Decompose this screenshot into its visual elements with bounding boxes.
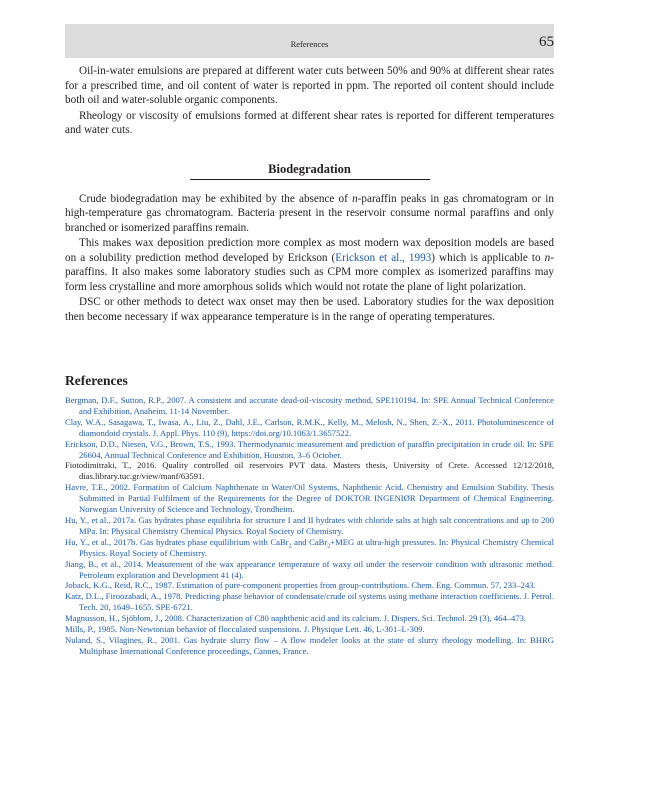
italic-n: n: [352, 192, 358, 205]
subscript: 2: [288, 543, 292, 550]
text-run: -paraffins. It also makes some laboratory studies such as CPM more complex as isomerized paraffins may form less crystalline and more amorphous solids which would not rotate the plane of light polarization.: [65, 251, 554, 293]
paragraph-biodegradation-1: [65, 192, 554, 236]
reference-item[interactable]: Havre, T.E., 2002. Formation of Calcium Naphthenate in Water/Oil Systems, Naphthenic Acid. Chemistry and Emulsion Stability. Thesis Submitted in Partial Fulfilment of the Requirements for the Degree of DOKTOR INGENIØR Department of Chemical Engineering. Norwegian University of Science and Technology, Trondheim.: [65, 482, 554, 515]
text-run: This makes wax deposition prediction more complex as most modern wax deposition models are based on a solubility prediction method developed by Erickson (: [65, 237, 554, 264]
text-run: and CaBr: [291, 536, 328, 547]
reference-item[interactable]: Jiang, B., et al., 2014. Measurement of the wax appearance temperature of waxy oil under the reservoir condition with ultrasonic method. Petroleum exploration and Development 41 (4).: [65, 558, 554, 580]
italic-n: n: [544, 251, 551, 264]
reference-item[interactable]: [65, 537, 554, 559]
reference-item[interactable]: Magnusson, H., Sjöblom, J., 2008. Characterization of C80 naphthenic acid and its calcium. J. Dispers. Sci. Technol. 29 (3), 464–473.: [65, 613, 527, 624]
page-header: [65, 24, 554, 58]
reference-item[interactable]: Clay, W.A., Sasagawa, T., Iwasa, A., Liu, Z., Dahl, J.E., Carlson, R.M.K., Kelly, M., Melosh, N., Shen, Z.-X., 2011. Photoluminescence of diamondoid crystals. J. Appl. Phys. 110 (9), https://doi.org/10.1063/1.3657522.: [65, 416, 554, 438]
text-run: Hu, Y., et al., 2017b. Gas hydrates phase equilibrium with CaBr: [65, 536, 289, 547]
reference-item[interactable]: Bergman, D.F., Sutton, R.P., 2007. A consistent and accurate dead-oil-viscosity method, SPE110194. In: SPE Annual Technical Conference and Exhibition, Anaheim, 11-14 November.: [65, 395, 554, 416]
subscript: 2: [327, 543, 331, 550]
references-heading: References: [65, 373, 128, 388]
reference-item[interactable]: Nuland, S., Vilagines, R., 2001. Gas hydrate slurry flow – A flow modeler looks at the state of slurry rheology modelling. In: BHRG Multiphase International Conference proceedings, Cannes, France.: [65, 634, 554, 656]
paragraph-rheology: Rheology or viscosity of emulsions formed at different shear rates is reported for different temperatures and water cuts.: [65, 109, 554, 136]
section-heading-biodegradation: Biodegradation: [268, 161, 351, 176]
reference-list: [65, 395, 554, 657]
reference-item: Fiotodimitraki, T., 2016. Quality controlled oil reservoirs PVT data. Masters thesis, University of Crete. Accessed 12/12/2018, dias.library.tuc.gr/view/manf/63591.: [65, 460, 554, 482]
paragraph-biodegradation-3: DSC or other methods to detect wax onset may then be used. Laboratory studies for the wax deposition then become necessary if wax appearance temperature is in the range of operating temperatures.: [65, 296, 554, 323]
section-gap: [65, 180, 554, 192]
paragraph-emulsions: Oil-in-water emulsions are prepared at different water cuts between 50% and 90% at different shear rates for a prescribed time, and oil content of water is reported in ppm. The reported oil content should include both oil and water-soluble organic components.: [65, 65, 554, 106]
text-run: -paraffin peaks in gas chromatogram or in high-temperature gas chromatogram. Bacteria present in the reservoir consume normal paraffins and only branched or isomerized paraffins remain.: [65, 192, 554, 234]
reference-item[interactable]: Joback, K.G., Reid, R.C., 1987. Estimation of pure-component properties from group-contributions. Chem. Eng. Commun. 57, 233–243.: [65, 580, 536, 591]
running-title: References: [290, 39, 329, 49]
reference-item[interactable]: Erickson, D.D., Niesen, V.G., Brown, T.S., 1993. Thermodynamic measurement and prediction of paraffin precipitation in crude oil. In: SPE 26604, Annual Technical Conference and Exhibition, Houston, 3–6 October.: [65, 438, 554, 460]
text-run: Crude biodegradation may be exhibited by the absence of: [79, 192, 353, 205]
reference-item[interactable]: Hu, Y., et al., 2017a. Gas hydrates phase equilibria for structure I and II hydrates with chloride salts at high salt concentrations and up to 200 MPa. In: Physical Chemistry Chemical Physics. Royal Society of Chemistry.: [65, 514, 554, 536]
reference-item[interactable]: Katz, D.L., Firoozabadi, A., 1978. Predicting phase behavior of condensate/crude oil systems using methane interaction coefficients. J. Petrol. Tech. 20, 1649–1655. SPE-6721.: [65, 591, 554, 613]
citation-link[interactable]: Erickson et al., 1993: [335, 251, 432, 264]
reference-item[interactable]: Mills, P., 1985. Non-Newtonian behavior of flocculated suspensions. J. Physique Lett. 46, L-301–L-309.: [65, 624, 425, 635]
body-text: [65, 64, 554, 324]
text-run: +MEG at ultra-high pressures. In: Physical Chemistry Chemical Physics. Royal Society of Chemistry.: [79, 536, 554, 558]
paragraph-biodegradation-2: [65, 236, 554, 294]
text-run: ) which is applicable to: [431, 251, 545, 264]
page-number: 65: [539, 34, 554, 50]
